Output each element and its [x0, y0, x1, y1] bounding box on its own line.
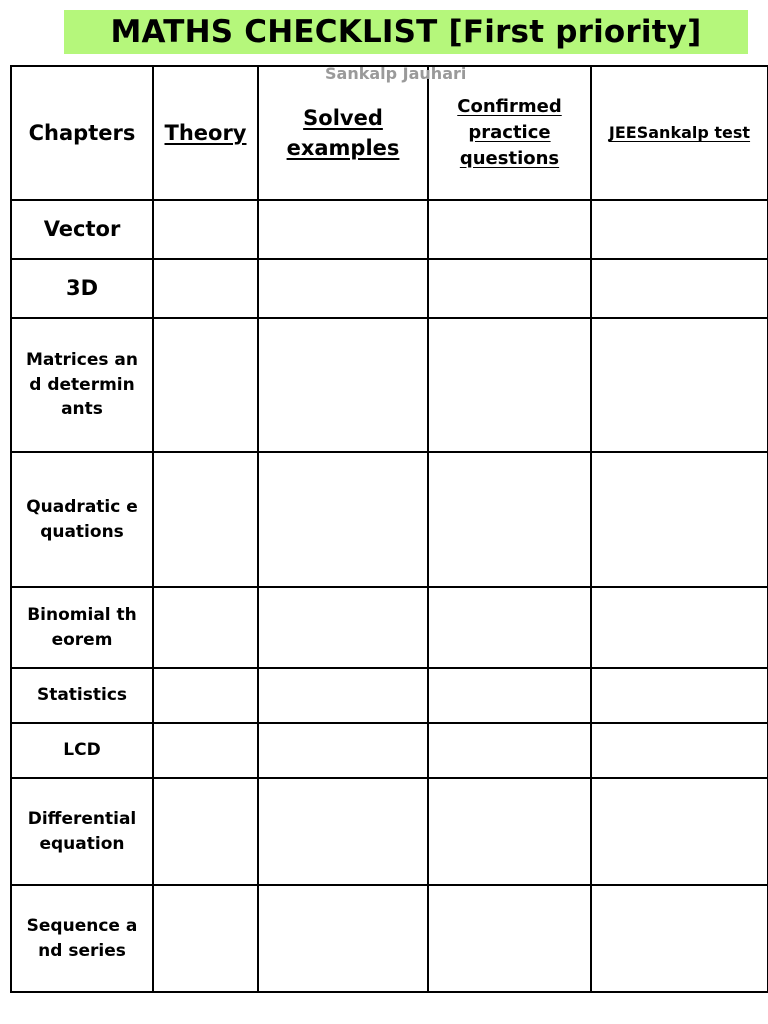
- theory-cell[interactable]: [153, 259, 258, 318]
- test-cell[interactable]: [591, 587, 768, 668]
- solved-examples-cell[interactable]: [258, 778, 428, 885]
- theory-cell[interactable]: [153, 885, 258, 992]
- watermark-text: Sankalp Jauhari: [325, 64, 467, 83]
- chapter-cell: [11, 452, 153, 587]
- chapter-cell: [11, 723, 153, 778]
- chapter-cell: [11, 259, 153, 318]
- test-cell[interactable]: [591, 318, 768, 452]
- test-cell[interactable]: [591, 452, 768, 587]
- chapter-label: Differential equation: [27, 808, 137, 854]
- chapter-cell: [11, 885, 153, 992]
- solved-examples-cell[interactable]: [258, 668, 428, 723]
- theory-cell[interactable]: [153, 668, 258, 723]
- solved-examples-cell[interactable]: [258, 259, 428, 318]
- header-row: [11, 66, 768, 200]
- chapter-cell: [11, 587, 153, 668]
- header-theory-label: Theory: [164, 120, 247, 145]
- table-row: [11, 587, 768, 668]
- chapter-label: Quadratic equations: [26, 496, 138, 542]
- header-chapters-label: Chapters: [28, 120, 136, 145]
- table-row: [11, 778, 768, 885]
- chapter-label: Binomial theorem: [27, 604, 137, 650]
- solved-examples-cell[interactable]: [258, 587, 428, 668]
- solved-examples-cell[interactable]: [258, 723, 428, 778]
- chapter-cell: [11, 200, 153, 259]
- chapter-label: Sequence and series: [26, 915, 138, 961]
- test-cell[interactable]: [591, 885, 768, 992]
- header-confirmed-practice: [428, 66, 591, 200]
- practice-questions-cell[interactable]: [428, 778, 591, 885]
- table-row: [11, 452, 768, 587]
- chapter-cell: [11, 668, 153, 723]
- theory-cell[interactable]: [153, 723, 258, 778]
- practice-questions-cell[interactable]: [428, 452, 591, 587]
- practice-questions-cell[interactable]: [428, 668, 591, 723]
- test-cell[interactable]: [591, 778, 768, 885]
- test-cell[interactable]: [591, 259, 768, 318]
- practice-questions-cell[interactable]: [428, 318, 591, 452]
- solved-examples-cell[interactable]: [258, 452, 428, 587]
- chapter-label: Statistics: [36, 685, 128, 706]
- chapter-label: LCD: [63, 740, 101, 761]
- practice-questions-cell[interactable]: [428, 200, 591, 259]
- chapter-label: 3D: [65, 276, 99, 301]
- header-confirmed-practice-label: Confirmed practice questions: [457, 95, 562, 170]
- solved-examples-cell[interactable]: [258, 200, 428, 259]
- theory-cell[interactable]: [153, 200, 258, 259]
- chapter-label: Vector: [43, 217, 121, 242]
- solved-examples-cell[interactable]: [258, 318, 428, 452]
- test-cell[interactable]: [591, 668, 768, 723]
- checklist-table: [10, 65, 768, 993]
- theory-cell[interactable]: [153, 778, 258, 885]
- table-row: [11, 200, 768, 259]
- practice-questions-cell[interactable]: [428, 587, 591, 668]
- header-jeesankalp-test: [591, 66, 768, 200]
- chapter-label: Matrices and determinants: [26, 350, 138, 420]
- theory-cell[interactable]: [153, 587, 258, 668]
- practice-questions-cell[interactable]: [428, 885, 591, 992]
- table-row: [11, 885, 768, 992]
- chapter-cell: [11, 318, 153, 452]
- practice-questions-cell[interactable]: [428, 259, 591, 318]
- page-title: MATHS CHECKLIST [First priority]: [110, 14, 702, 50]
- header-solved-examples-label: Solved examples: [286, 105, 400, 160]
- theory-cell[interactable]: [153, 452, 258, 587]
- test-cell[interactable]: [591, 723, 768, 778]
- header-solved-examples: [258, 66, 428, 200]
- solved-examples-cell[interactable]: [258, 885, 428, 992]
- test-cell[interactable]: [591, 200, 768, 259]
- header-theory: [153, 66, 258, 200]
- header-chapters: [11, 66, 153, 200]
- table-row: [11, 259, 768, 318]
- table-row: [11, 668, 768, 723]
- header-jeesankalp-test-label: JEESankalp test: [608, 123, 751, 143]
- title-banner: [64, 10, 748, 54]
- practice-questions-cell[interactable]: [428, 723, 591, 778]
- chapter-cell: [11, 778, 153, 885]
- theory-cell[interactable]: [153, 318, 258, 452]
- table-row: [11, 723, 768, 778]
- table-row: [11, 318, 768, 452]
